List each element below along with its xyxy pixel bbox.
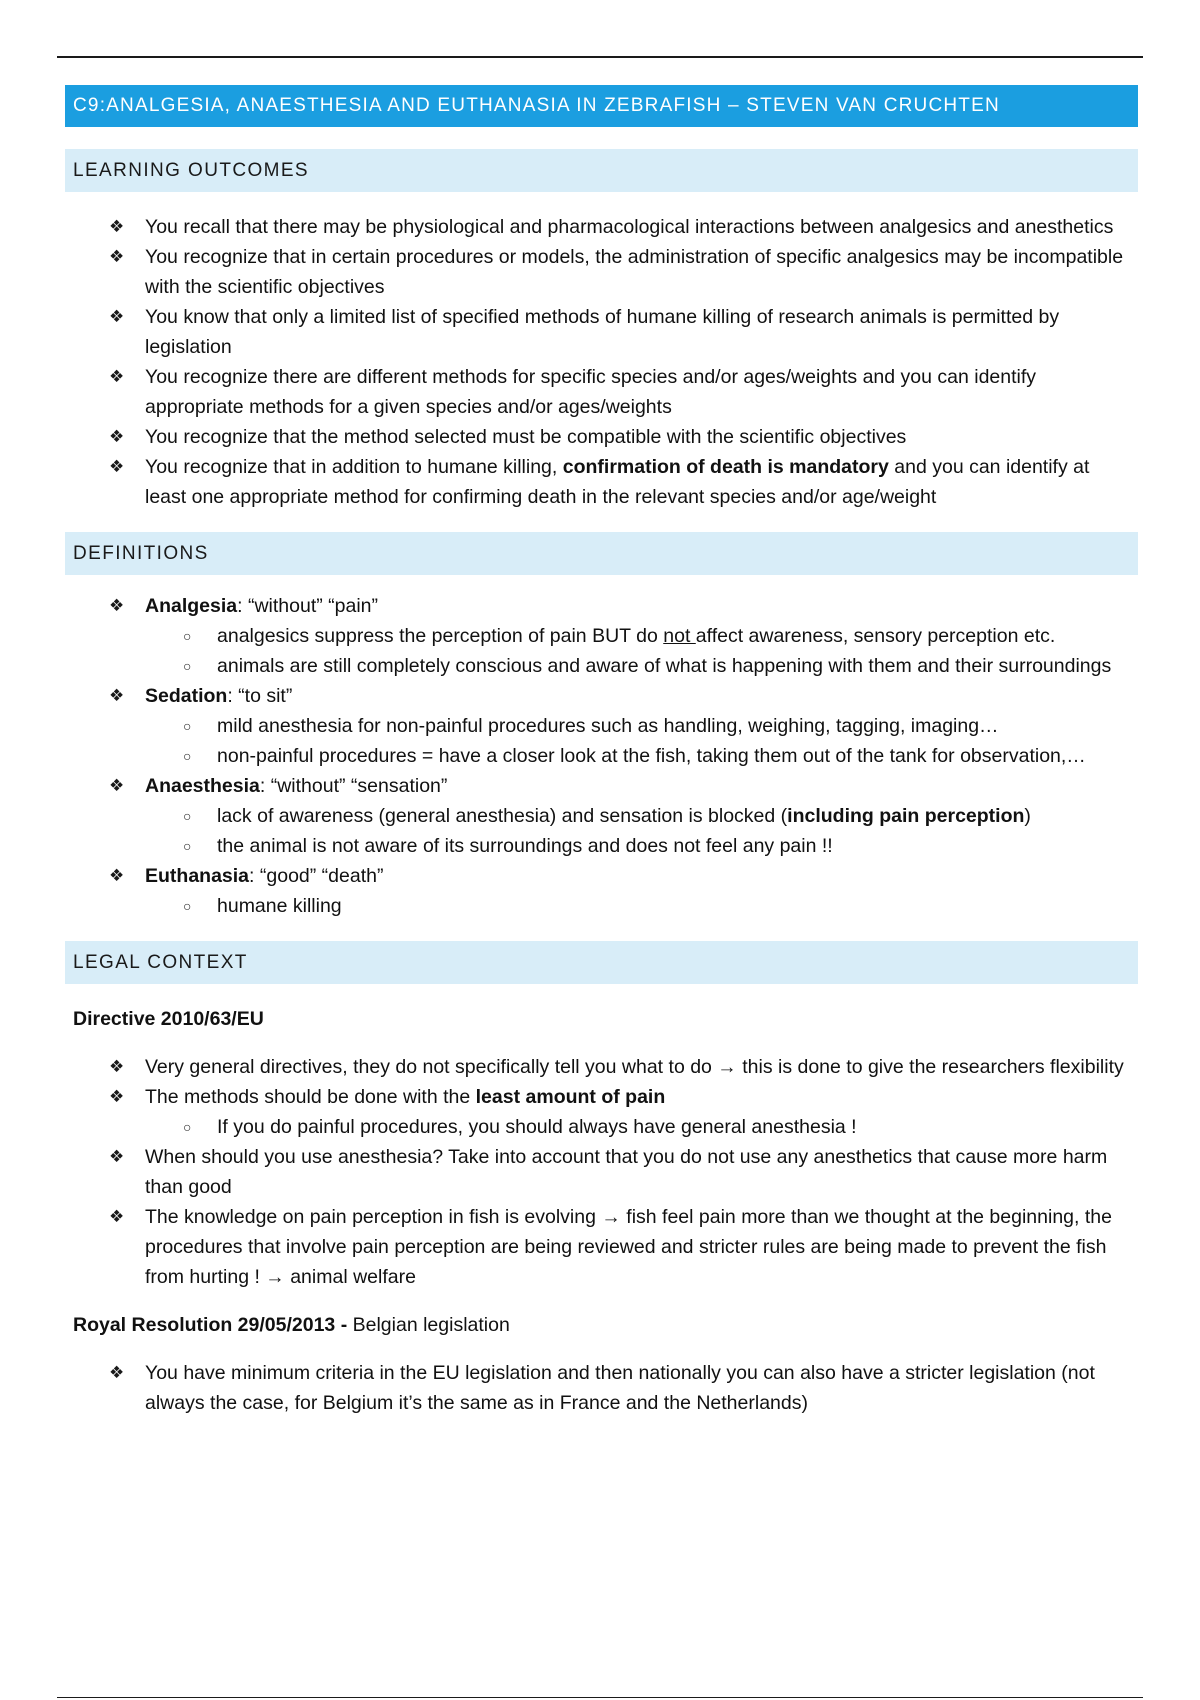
section-heading-definitions: DEFINITIONS [65,532,1138,575]
definition-item-sedation [109,681,1138,771]
emphasis-text: confirmation of death is mandatory [562,456,889,478]
list-item-text: You recognize that the method selected must be compatible with the scientific objectives [145,426,907,448]
document-title: C9:ANALGESIA, ANAESTHESIA AND EUTHANASIA IN ZEBRAFISH – STEVEN VAN CRUCHTEN [65,85,1138,127]
sub-list [145,891,1128,921]
diamond-bullet-icon: ❖ [109,686,125,705]
list-item-text: Very general directives, they do not specifically tell you what to do → this is done to give the researchers flexibility [145,1056,1124,1078]
subheading-royal-rest: Belgian legislation [347,1314,510,1336]
sub-item-text: affect awareness, sensory perception etc. [695,625,1056,647]
circle-bullet-icon: ○ [183,658,192,674]
sub-list-item [183,831,1128,861]
sub-list-item [183,1112,1128,1142]
list-item-text: and you can identify at least one appropriate method for confirming death in the relevant species and/or age/weight [145,456,1090,508]
emphasis-text: including pain perception [787,805,1025,827]
diamond-bullet-icon: ❖ [109,1147,125,1166]
document-page [65,85,1138,1418]
sub-list-item [183,711,1128,741]
definition-meaning: : “good” “death” [249,865,384,887]
list-item [109,1052,1138,1082]
definition-item-euthanasia [109,861,1138,921]
sub-item-text: the animal is not aware of its surroundings and does not feel any pain !! [217,835,833,857]
sub-item-text: non-painful procedures = have a closer look at the fish, taking them out of the tank for observation,… [217,745,1086,767]
emphasis-text: least amount of pain [475,1086,666,1108]
definition-term: Euthanasia [145,865,250,887]
list-item-text: When should you use anesthesia? Take into account that you do not use any anesthetics that cause more harm than good [145,1146,1108,1198]
list-item [109,1142,1138,1202]
section-heading-legal-context: LEGAL CONTEXT [65,941,1138,984]
diamond-bullet-icon: ❖ [109,1363,125,1382]
diamond-bullet-icon: ❖ [109,866,125,885]
sub-item-text: lack of awareness (general anesthesia) and sensation is blocked ( [217,805,788,827]
list-item [109,302,1138,362]
circle-bullet-icon: ○ [183,898,192,914]
definition-term: Analgesia [145,595,238,617]
list-item [109,1358,1138,1418]
list-item-text: You recognize that in addition to humane killing, [145,456,563,478]
sub-item-text: animals are still completely conscious and aware of what is happening with them and their surroundings [217,655,1112,677]
diamond-bullet-icon: ❖ [109,1057,125,1076]
list-item-text: You know that only a limited list of specified methods of humane killing of research animals is permitted by legislation [145,306,1060,358]
circle-bullet-icon: ○ [183,838,192,854]
learning-outcomes-list [65,212,1138,512]
diamond-bullet-icon: ❖ [109,776,125,795]
circle-bullet-icon: ○ [183,808,192,824]
diamond-bullet-icon: ❖ [109,307,125,326]
list-item [109,422,1138,452]
sub-list [145,1112,1128,1142]
circle-bullet-icon: ○ [183,1119,192,1135]
underlined-text: not [663,625,696,647]
definition-meaning: : “without” “sensation” [259,775,448,797]
diamond-bullet-icon: ❖ [109,1087,125,1106]
diamond-bullet-icon: ❖ [109,367,125,386]
diamond-bullet-icon: ❖ [109,427,125,446]
sub-list [145,621,1128,681]
list-item [109,1202,1138,1292]
diamond-bullet-icon: ❖ [109,1207,125,1226]
list-item-text: The knowledge on pain perception in fish is evolving → fish feel pain more than we thought at the beginning, the procedures that involve pain perception are being reviewed and stricter rules are being made to prevent the fish from hurting ! → animal welfare [145,1206,1112,1288]
subheading-royal-resolution [65,1310,1138,1340]
diamond-bullet-icon: ❖ [109,217,125,236]
sub-list-item [183,891,1128,921]
diamond-bullet-icon: ❖ [109,596,125,615]
list-item [109,1082,1138,1142]
sub-list-item [183,801,1128,831]
definition-meaning: : “without” “pain” [237,595,379,617]
definition-term: Sedation [145,685,228,707]
diamond-bullet-icon: ❖ [109,247,125,266]
sub-item-text: analgesics suppress the perception of pain BUT do [217,625,664,647]
list-item-text: The methods should be done with the [145,1086,476,1108]
list-item-text: You have minimum criteria in the EU legislation and then nationally you can also have a stricter legislation (not always the case, for Belgium it’s the same as in France and the Netherlands) [145,1362,1095,1414]
list-item [109,452,1138,512]
directive-list [65,1052,1138,1292]
list-item-text: You recognize there are different methods for specific species and/or ages/weights and you can identify appropriate methods for a given species and/or ages/weights [145,366,1037,418]
subheading-directive [65,1004,1138,1034]
list-item-text: You recognize that in certain procedures or models, the administration of specific analgesics may be incompatible with the scientific objectives [145,246,1124,298]
list-item [109,362,1138,422]
subheading-royal-bold: Royal Resolution 29/05/2013 - [73,1314,348,1336]
subheading-directive-text: Directive 2010/63/EU [73,1008,264,1030]
definition-term: Anaesthesia [145,775,260,797]
sub-list-item [183,741,1128,771]
circle-bullet-icon: ○ [183,748,192,764]
list-item [109,242,1138,302]
definition-meaning: : “to sit” [227,685,293,707]
diamond-bullet-icon: ❖ [109,457,125,476]
sub-item-text: humane killing [217,895,342,917]
definition-item-analgesia [109,591,1138,681]
section-heading-learning-outcomes: LEARNING OUTCOMES [65,149,1138,192]
top-rule [57,56,1143,58]
list-item-text: You recall that there may be physiological and pharmacological interactions between analgesics and anesthetics [145,216,1114,238]
sub-list-item [183,651,1128,681]
circle-bullet-icon: ○ [183,718,192,734]
definitions-list [65,591,1138,921]
definition-item-anaesthesia [109,771,1138,861]
sub-list-item [183,621,1128,651]
list-item [109,212,1138,242]
sub-item-text: If you do painful procedures, you should always have general anesthesia ! [217,1116,857,1138]
circle-bullet-icon: ○ [183,628,192,644]
royal-resolution-list [65,1358,1138,1418]
sub-list [145,711,1128,771]
sub-list [145,801,1128,861]
sub-item-text: ) [1024,805,1031,827]
sub-item-text: mild anesthesia for non-painful procedures such as handling, weighing, tagging, imaging… [217,715,999,737]
bottom-rule [57,1697,1143,1698]
